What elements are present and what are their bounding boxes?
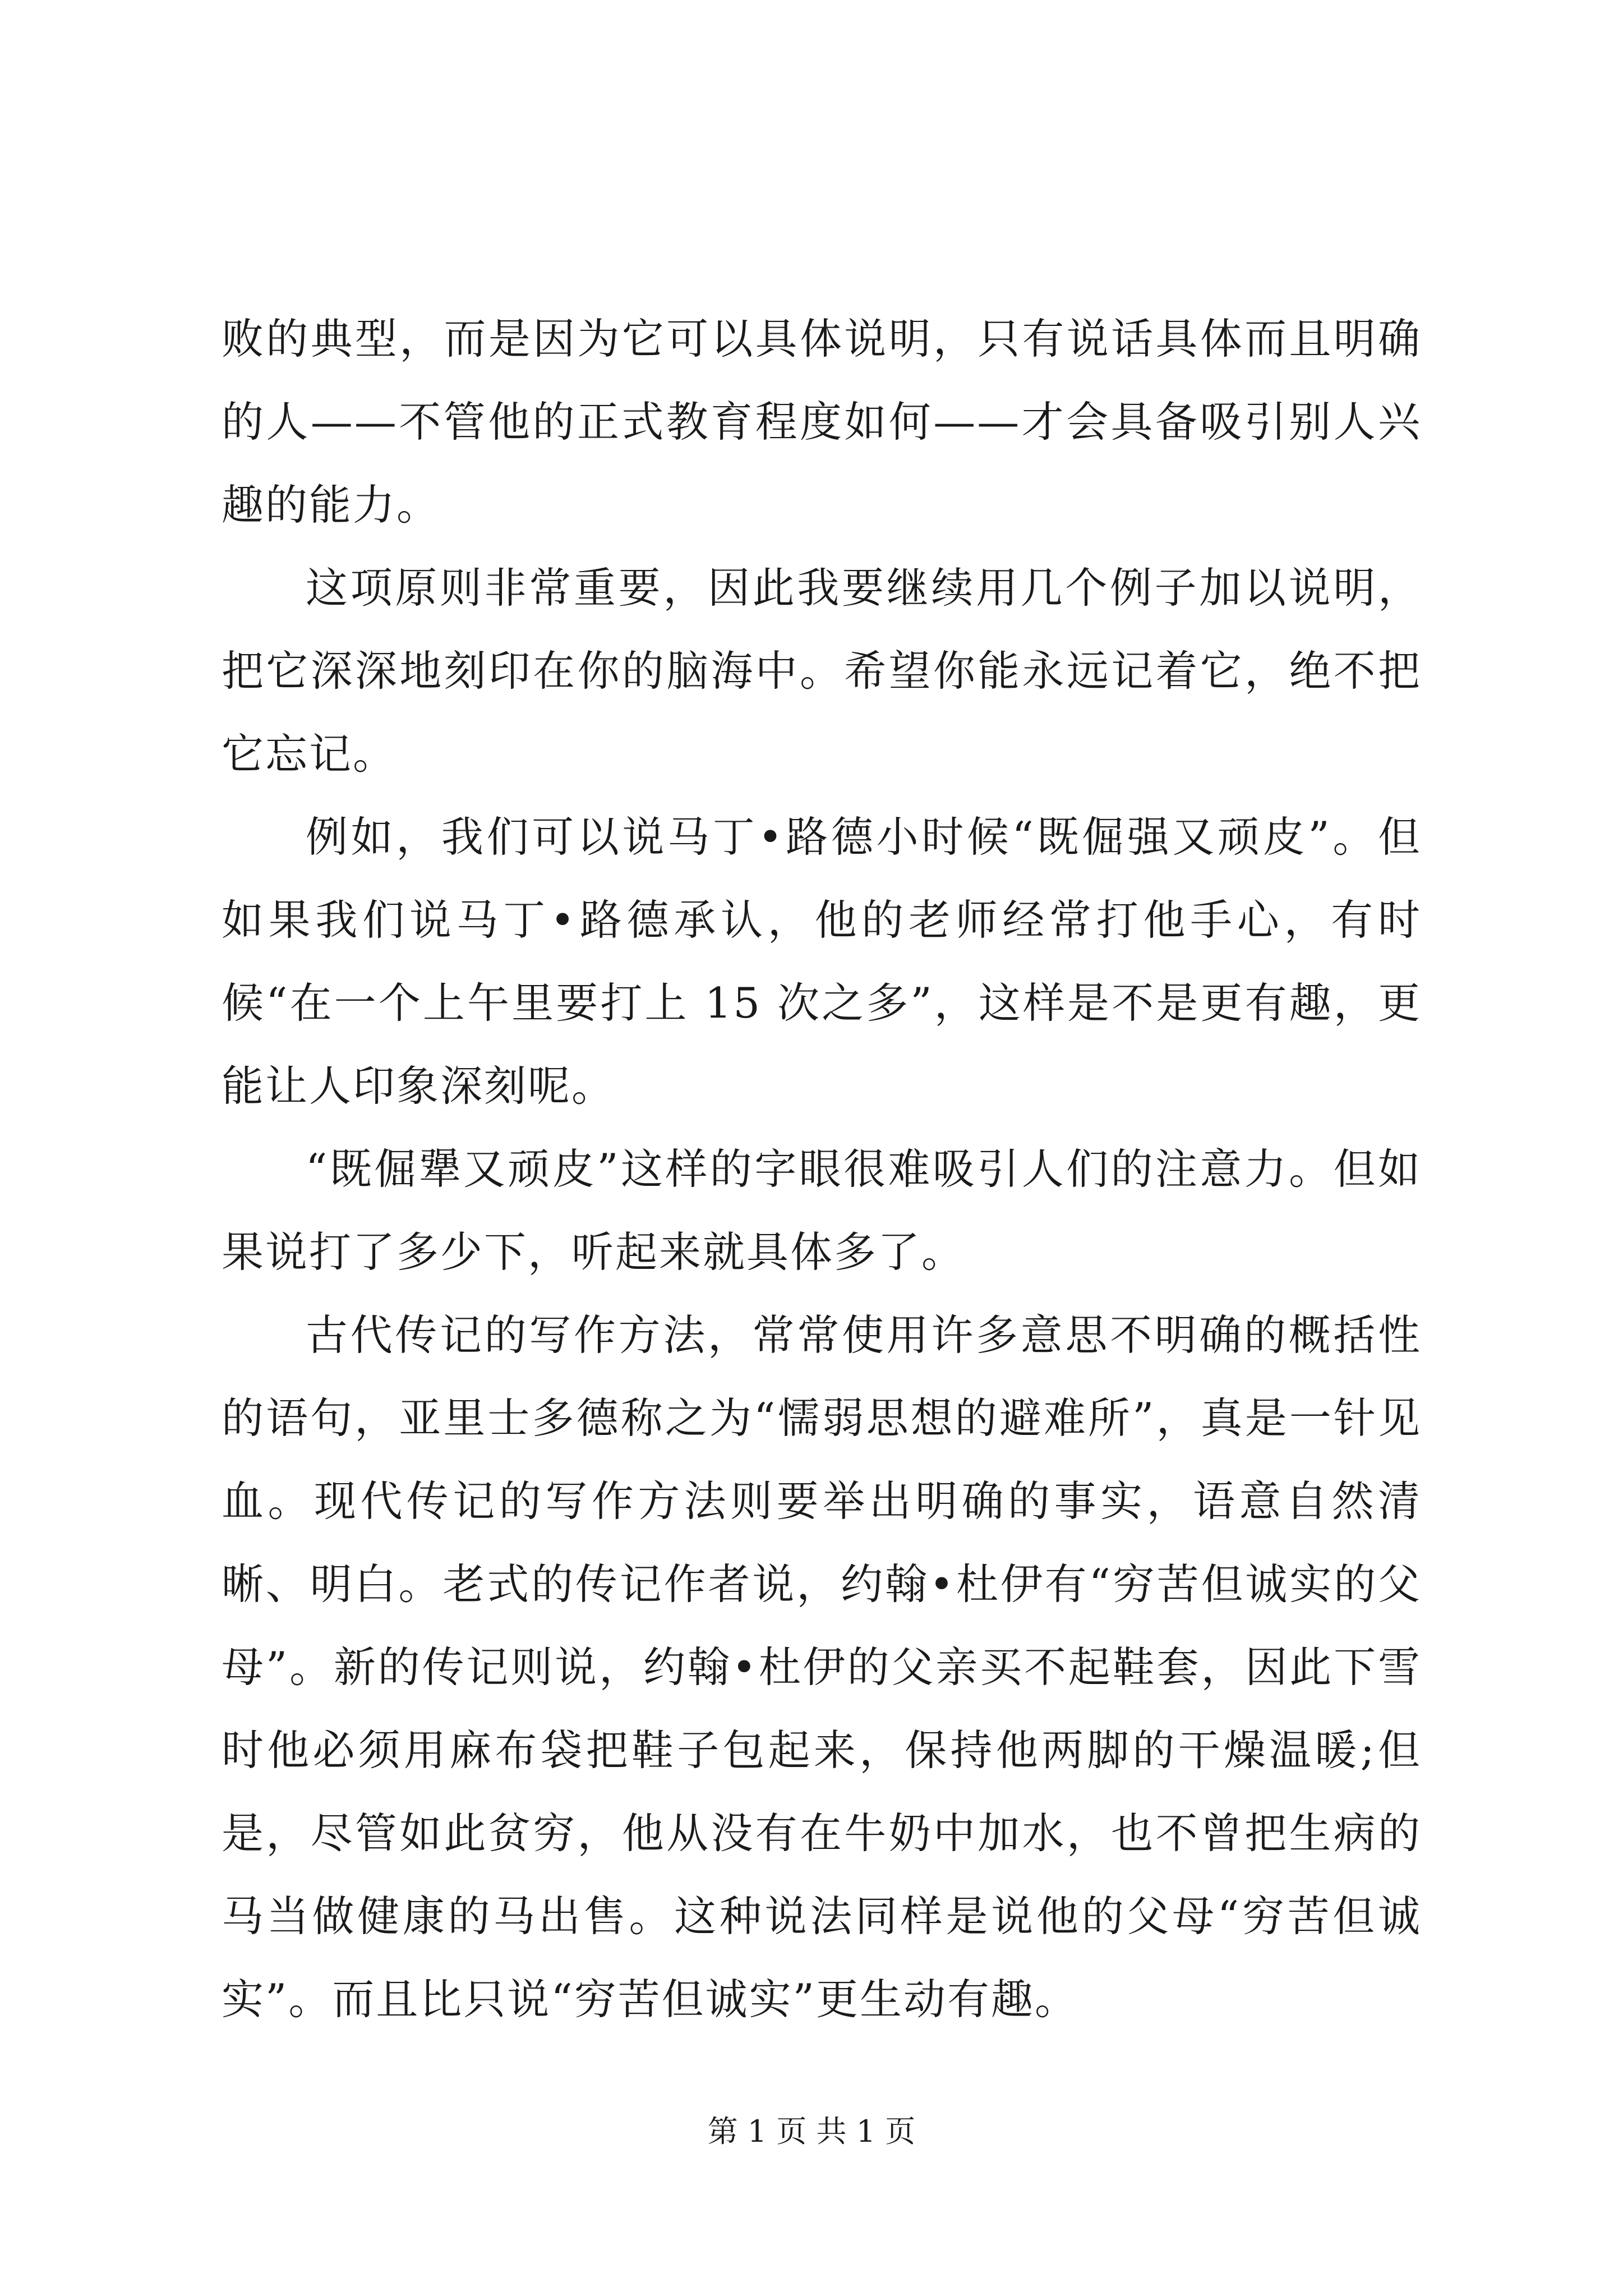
paragraph-4: “既倔犟又顽皮”这样的字眼很难吸引人们的注意力。但如果说打了多少下，听起来就具体多了。 [222,1144,1422,1277]
paragraph-5: 古代传记的写作方法，常常使用许多意思不明确的概括性的语句，亚里士多德称之为“懦弱思想的避难所”，真是一针见血。现代传记的写作方法则要举出明确的事实，语意自然清晰、明白。老式的传记作者说，约翰•杜伊有“穷苦但诚实的父母”。新的传记则说，约翰•杜伊的父亲买不起鞋套，因此下雪时他必须用麻布袋把鞋子包起来，保持他两脚的干燥温暖;但是，尽管如此贫穷，他从没有在牛奶中加水，也不曾把生病的马当做健康的马出售。这种说法同样是说他的父母“穷苦但诚实”。而且比只说“穷苦但诚实”更生动有趣。 [222,1310,1422,2024]
paragraph-2: 这项原则非常重要，因此我要继续用几个例子加以说明，把它深深地刻印在你的脑海中。希望你能永远记着它，绝不把它忘记。 [222,563,1422,779]
document-body [222,297,1422,2041]
page-footer: 第 1 页 共 1 页 [707,2114,916,2149]
paragraph-1: 败的典型，而是因为它可以具体说明，只有说话具体而且明确的人——不管他的正式教育程度如何——才会具备吸引别人兴趣的能力。 [222,314,1422,530]
paragraph-3: 例如，我们可以说马丁•路德小时候“既倔强又顽皮”。但如果我们说马丁•路德承认，他的老师经常打他手心，有时候“在一个上午里要打上 15 次之多”，这样是不是更有趣，更能让人印象深刻呢。 [222,812,1422,1111]
